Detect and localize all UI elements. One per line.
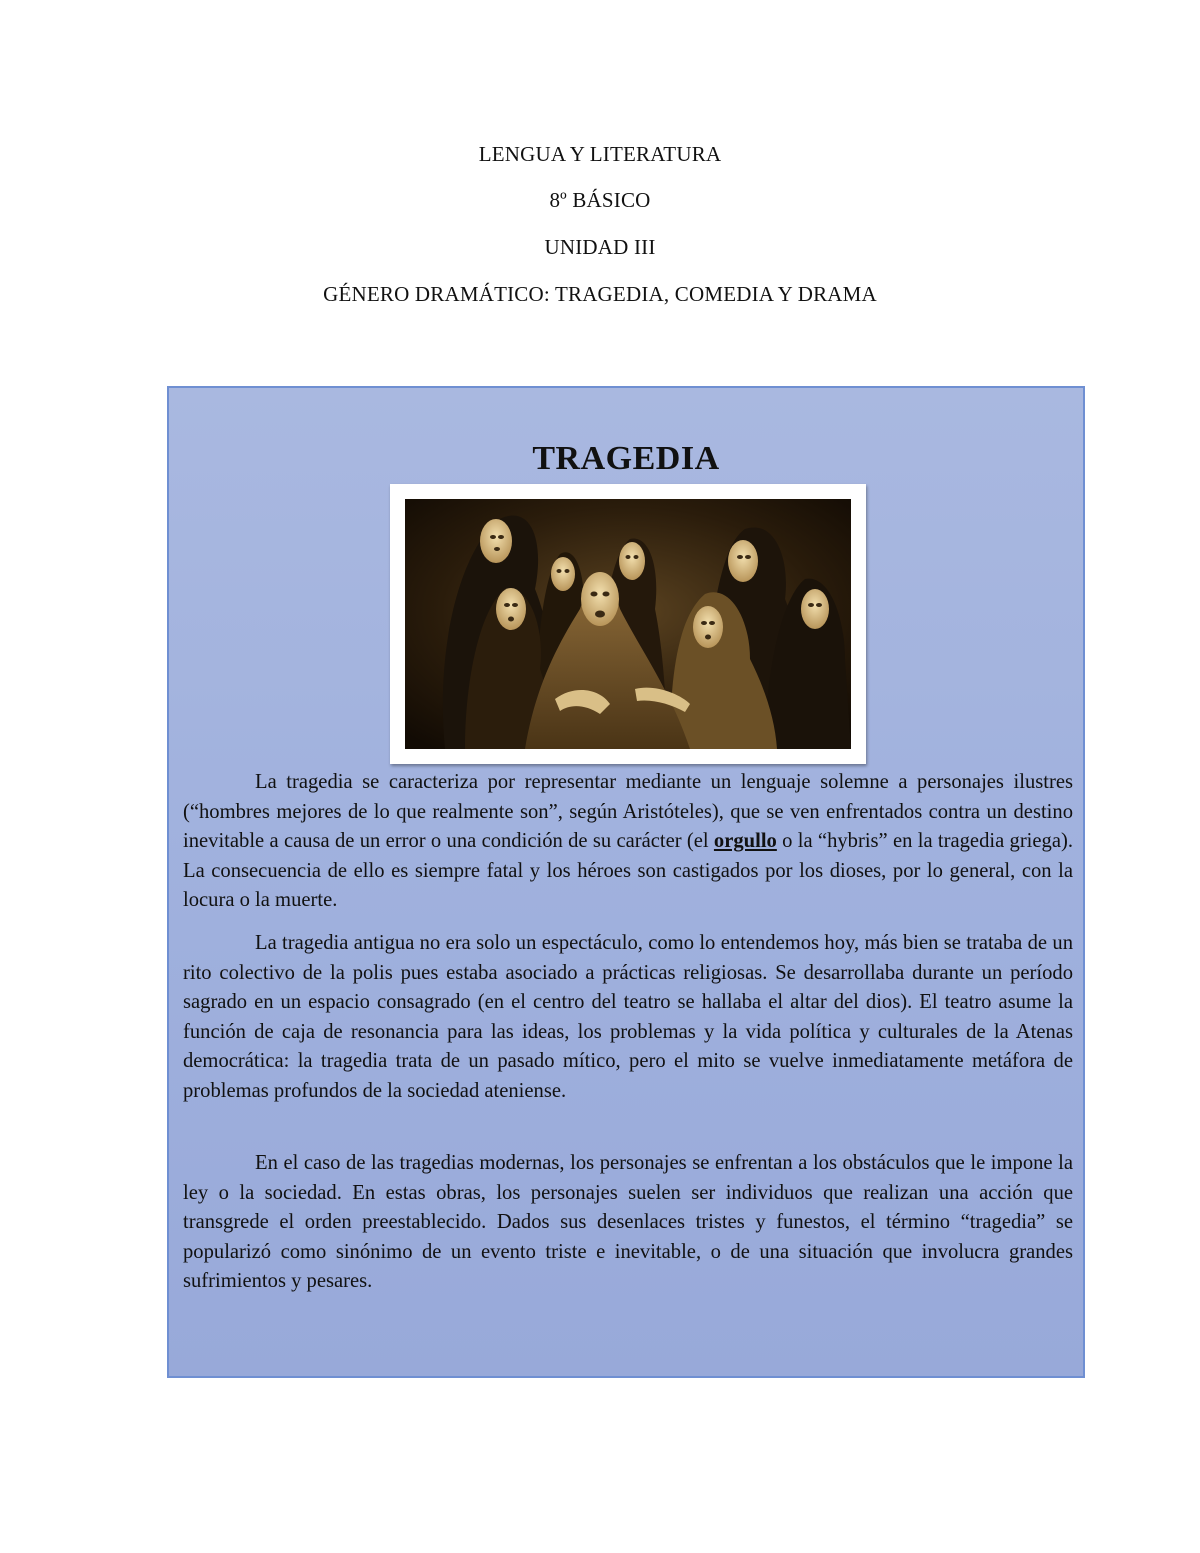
paragraph-1 (183, 768, 1073, 916)
grade-heading: 8º BÁSICO (549, 188, 651, 212)
tragedy-text-box (167, 386, 1085, 1378)
paragraph-1-part-1: La tragedia se caracteriza por representar mediante un lenguaje solemne a personajes ilustres (“hombres mejores de lo que realmente son”, según Aristóteles), que se ven enfrentados contra un destino inevitable a causa de un error o una condición de su carácter (el (183, 771, 1073, 852)
topic-heading: GÉNERO DRAMÁTICO: TRAGEDIA, COMEDIA Y DRAMA (323, 282, 877, 306)
masked-chorus-photo (405, 499, 851, 749)
paragraph-3 (183, 1149, 1073, 1297)
paragraph-3-text: En el caso de las tragedias modernas, los personajes se enfrentan a los obstáculos que le impone la ley o la sociedad. En estas obras, los personajes suelen ser individuos que realizan una acción que transgrede el orden preestablecido. Dados sus desenlaces tristes y funestos, el término “tragedia” se popularizó como sinónimo de un evento triste e inevitable, o de una situación que involucra grandes sufrimientos y pesares. (183, 1152, 1073, 1292)
paragraph-1-part-2: o la “hybris” en la tragedia griega). La consecuencia de ello es siempre fatal y los héroes son castigados por los dioses, por lo general, con la locura o la muerte. (183, 830, 1073, 911)
subject-heading: LENGUA Y LITERATURA (478, 142, 722, 166)
unit-heading: UNIDAD III (544, 235, 656, 259)
paragraph-2 (183, 929, 1073, 1106)
masked-chorus-illustration (405, 499, 851, 749)
photo-frame (390, 484, 866, 764)
paragraph-1-emphasis: orgullo (713, 830, 777, 852)
section-title: TRAGEDIA (532, 440, 720, 477)
paragraph-2-text: La tragedia antigua no era solo un espectáculo, como lo entendemos hoy, más bien se trataba de un rito colectivo de la polis pues estaba asociado a prácticas religiosas. Se desarrollaba durante un período sagrado en un espacio consagrado (en el centro del teatro se hallaba el altar del dios). El teatro asume la función de caja de resonancia para las ideas, los problemas y la vida política y culturales de la Atenas democrática: la tragedia trata de un pasado mítico, pero el mito se vuelve inmediatamente metáfora de problemas profundos de la sociedad ateniense. (183, 932, 1073, 1102)
